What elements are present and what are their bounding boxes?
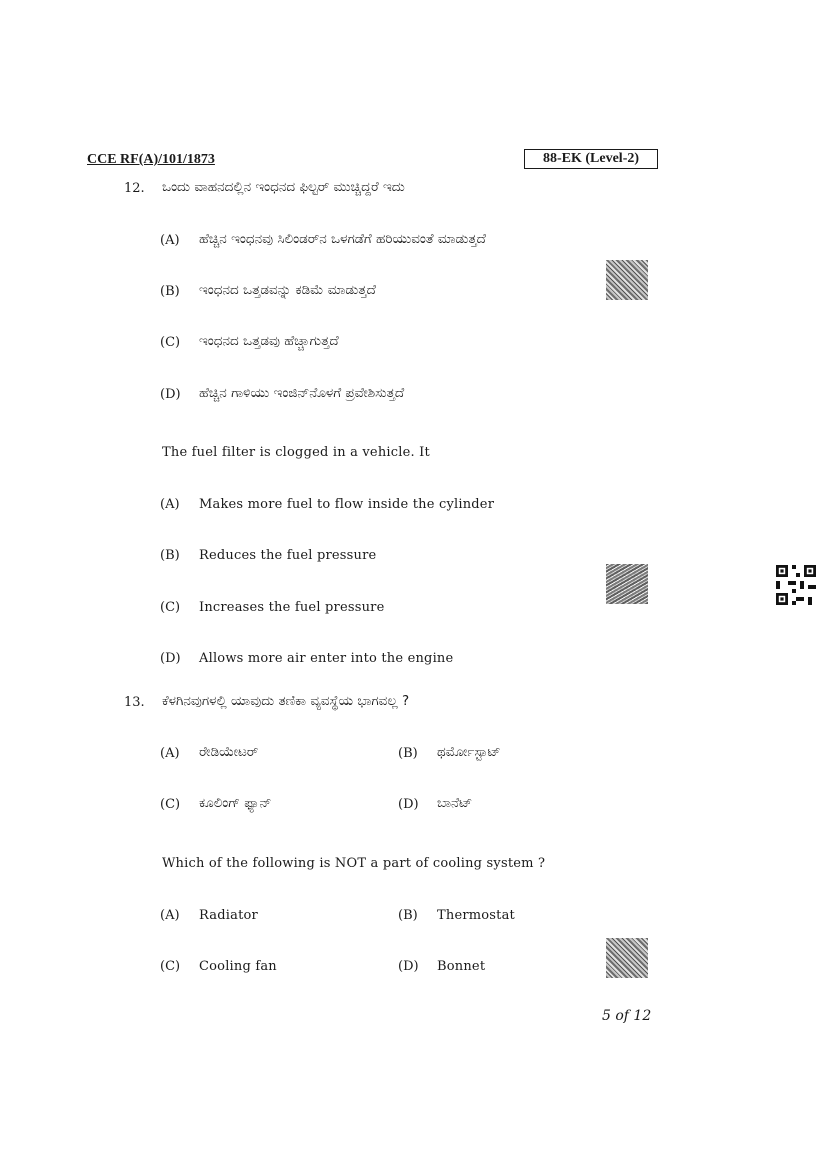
q12-kn-option-b-label: (B) xyxy=(160,284,180,299)
watermark-patch-3 xyxy=(606,938,648,978)
q12-en-option-c-label: (C) xyxy=(160,600,181,615)
q12-en-option-a: Makes more fuel to flow inside the cylinder xyxy=(199,497,495,512)
page-number: 5 of 12 xyxy=(602,1008,652,1024)
q12-en-option-a-label: (A) xyxy=(160,497,180,512)
q13-kn-option-b: ಥರ್ಮೋಸ್ಟಾಟ್ xyxy=(437,744,501,760)
paper-level-box: 88-EK (Level-2) xyxy=(524,149,658,169)
question-12-kannada: ಒಂದು ವಾಹನದಲ್ಲಿನ ಇಂಧನದ ಫಿಲ್ಟರ್ ಮುಚ್ಚಿದ್ದರೆ ಇದು xyxy=(162,179,405,195)
q12-en-option-d-label: (D) xyxy=(160,651,181,666)
question-12-number: 12. xyxy=(124,181,145,196)
q13-en-option-d: Bonnet xyxy=(437,959,486,974)
qr-code-icon xyxy=(776,565,816,605)
q12-kn-option-c-label: (C) xyxy=(160,335,181,350)
q12-en-option-b-label: (B) xyxy=(160,548,180,563)
q12-kn-option-d-label: (D) xyxy=(160,387,181,402)
question-13-english: Which of the following is NOT a part of cooling system ? xyxy=(162,856,546,871)
q13-en-option-d-label: (D) xyxy=(398,959,419,974)
q13-kn-option-b-label: (B) xyxy=(398,746,418,761)
q13-en-option-c-label: (C) xyxy=(160,959,181,974)
q13-kn-option-d: ಬಾನೆಟ್ xyxy=(437,795,473,811)
watermark-patch-2 xyxy=(606,564,648,604)
question-13-number: 13. xyxy=(124,695,145,710)
q12-kn-option-a: ಹೆಚ್ಚಿನ ಇಂಧನವು ಸಿಲಿಂಡರ್‌ನ ಒಳಗಡೆಗೆ ಹರಿಯುವಂತೆ ಮಾಡುತ್ತದೆ xyxy=(199,231,486,247)
q13-kn-option-c: ಕೂಲಿಂಗ್ ಫ್ಯಾನ್ xyxy=(199,795,272,811)
q13-en-option-b-label: (B) xyxy=(398,908,418,923)
q13-en-option-b: Thermostat xyxy=(437,908,515,923)
q13-kn-option-a-label: (A) xyxy=(160,746,180,761)
q12-kn-option-b: ಇಂಧನದ ಒತ್ತಡವನ್ನು ಕಡಿಮೆ ಮಾಡುತ್ತದೆ xyxy=(199,282,376,298)
q12-kn-option-a-label: (A) xyxy=(160,233,180,248)
q12-en-option-d: Allows more air enter into the engine xyxy=(199,651,454,666)
q13-kn-option-a: ರೇಡಿಯೇಟರ್ xyxy=(199,744,259,760)
q13-en-option-a: Radiator xyxy=(199,908,258,923)
q13-kn-option-d-label: (D) xyxy=(398,797,419,812)
q12-kn-option-c: ಇಂಧನದ ಒತ್ತಡವು ಹೆಚ್ಚಾಗುತ್ತದೆ xyxy=(199,333,339,349)
q13-en-option-c: Cooling fan xyxy=(199,959,277,974)
paper-code: CCE RF(A)/101/1873 xyxy=(87,152,215,167)
q12-kn-option-d: ಹೆಚ್ಚಿನ ಗಾಳಿಯು ಇಂಜಿನ್‌ನೊಳಗೆ ಪ್ರವೇಶಿಸುತ್ತದೆ xyxy=(199,385,405,401)
question-13-kannada: ಕೆಳಗಿನವುಗಳಲ್ಲಿ ಯಾವುದು ತಣಿಕಾ ವ್ಯವಸ್ಥೆಯ ಭಾಗವಲ್ಲ ? xyxy=(162,693,410,709)
watermark-patch-1 xyxy=(606,260,648,300)
q12-en-option-c: Increases the fuel pressure xyxy=(199,600,385,615)
q12-en-option-b: Reduces the fuel pressure xyxy=(199,548,377,563)
q13-en-option-a-label: (A) xyxy=(160,908,180,923)
question-12-english: The fuel filter is clogged in a vehicle. It xyxy=(162,445,430,460)
q13-kn-option-c-label: (C) xyxy=(160,797,181,812)
